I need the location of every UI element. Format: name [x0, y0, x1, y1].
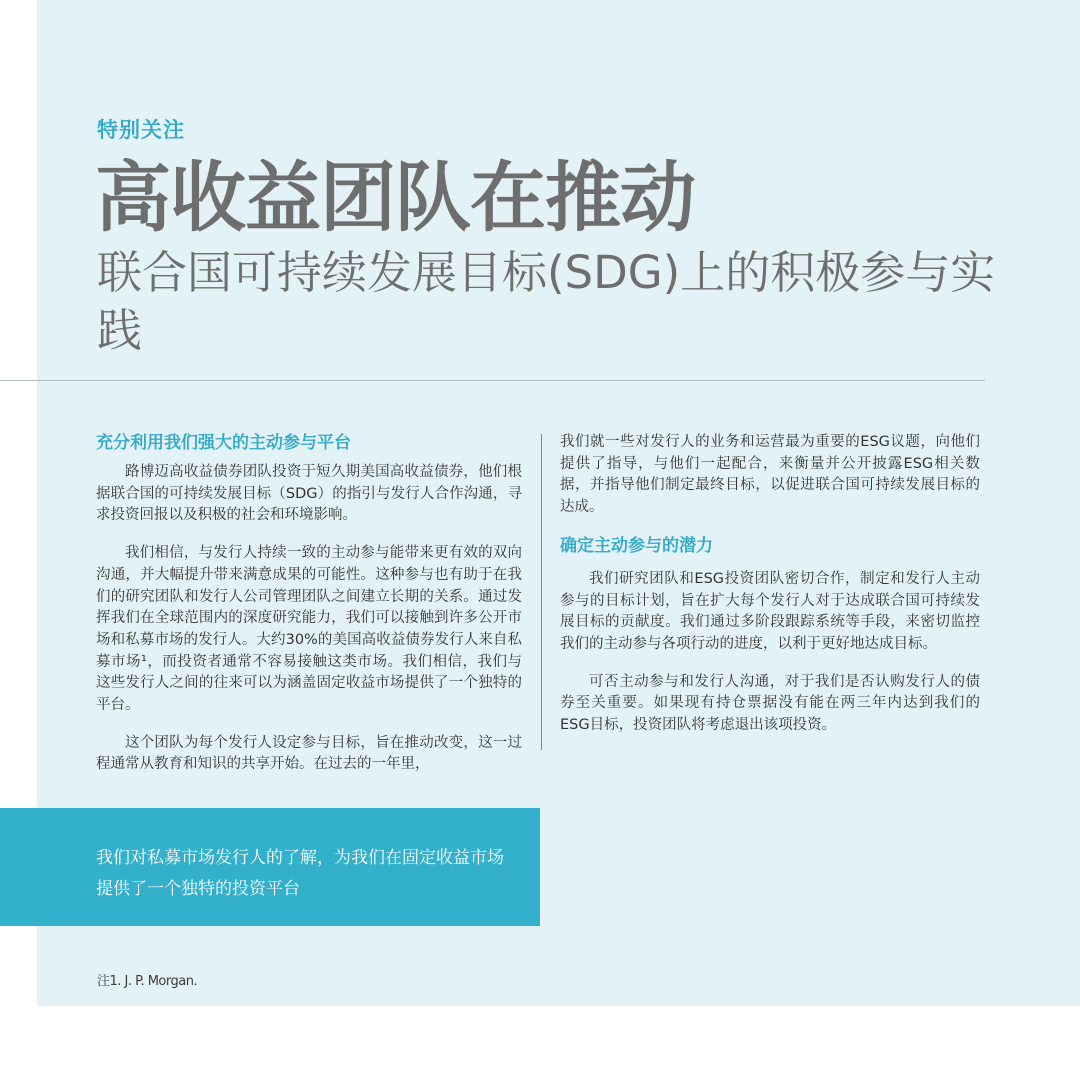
left-column-heading: 充分利用我们强大的主动参与平台	[96, 433, 351, 453]
right-column-heading: 确定主动参与的潜力	[560, 535, 713, 556]
body-paragraph: 我们研究团队和ESG投资团队密切合作，制定和发行人主动参与的目标计划，旨在扩大每个发行人对于达成联合国可持续发展目标的贡献度。我们通过多阶段跟踪系统等手段，来密切监控我们的主动参与各项行动的进度，以利于更好地达成目标。	[560, 570, 980, 652]
body-paragraph: 这个团队为每个发行人设定参与目标，旨在推动改变，这一过程通常从教育和知识的共享开始。在过去的一年里，	[96, 734, 522, 773]
body-paragraph: 路博迈高收益债券团队投资于短久期美国高收益债券，他们根据联合国的可持续发展目标（SDG）的指引与发行人合作沟通，寻求投资回报以及积极的社会和环境影响。	[96, 464, 522, 524]
column-divider	[541, 434, 542, 750]
footnote: 注1. J. P. Morgan.	[97, 974, 198, 989]
section-kicker: 特别关注	[97, 118, 185, 142]
title-divider	[0, 380, 985, 381]
left-column	[96, 432, 522, 792]
continued-paragraph: 我们就一些对发行人的业务和运营最为重要的ESG议题，向他们提供了指导，与他们一起配合，来衡量并公开披露ESG相关数据，并指导他们制定最终目标，以促进联合国可持续发展目标的达成。	[560, 434, 980, 516]
body-paragraph: 我们相信，与发行人持续一致的主动参与能带来更有效的双向沟通，并大幅提升带来满意成果的可能性。这种参与也有助于在我们的研究团队和发行人公司管理团队之间建立长期的关系。通过发挥我们在全球范围内的深度研究能力，我们可以接触到许多公开市场和私募市场的发行人。大约30%的美国高收益债券发行人来自私募市场¹，而投资者通常不容易接触这类市场。我们相信，我们与这些发行人之间的往来可以为涵盖固定收益市场提供了一个独特的平台。	[96, 545, 522, 714]
page-subtitle: 联合国可持续发展目标(SDG)上的积极参与实践	[97, 246, 996, 357]
body-paragraph: 可否主动参与和发行人沟通，对于我们是否认购发行人的债券至关重要。如果现有持仓票据没有能在两三年内达到我们的ESG目标，投资团队将考虑退出该项投资。	[560, 673, 980, 734]
page-title: 高收益团队在推动	[95, 153, 695, 242]
pull-quote-text: 我们对私募市场发行人的了解，为我们在固定收益市场提供了一个独特的投资平台	[96, 848, 504, 899]
right-column	[560, 432, 980, 753]
